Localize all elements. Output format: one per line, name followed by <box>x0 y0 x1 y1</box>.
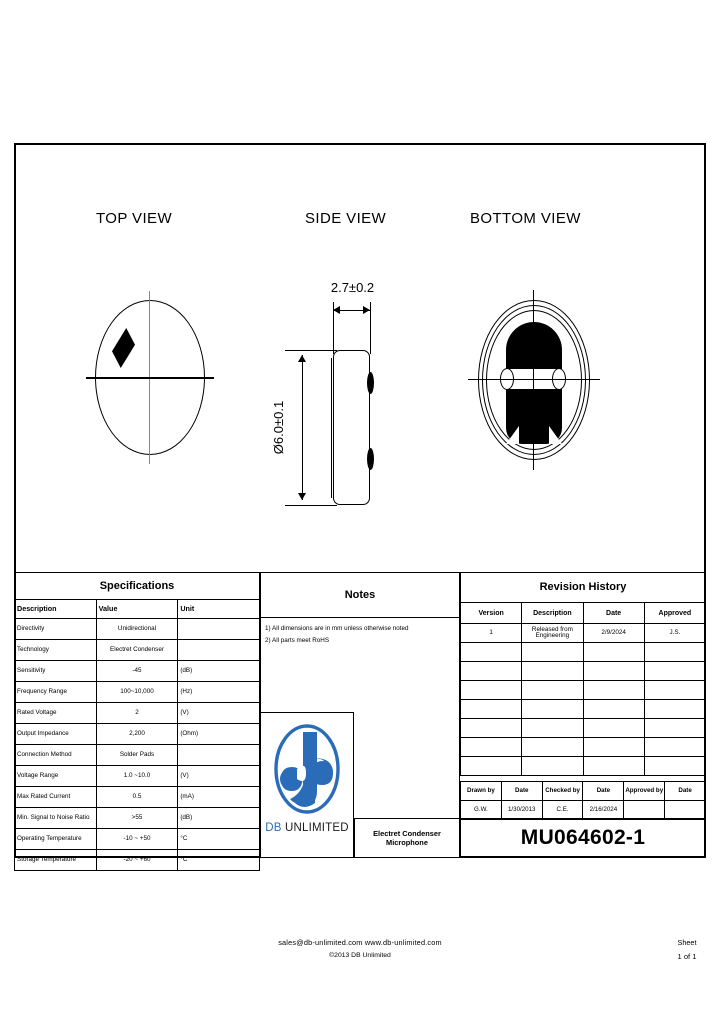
top-view-title: TOP VIEW <box>96 210 172 227</box>
rev-date: 2/9/2024 <box>583 624 644 643</box>
height-arrow-top-icon <box>298 355 306 362</box>
spec-unit: (V) <box>178 766 260 787</box>
height-extension-line-bottom <box>285 505 337 506</box>
company-logo-cell <box>260 712 354 858</box>
solder-pad-notch-left <box>506 426 519 444</box>
diameter-dimension-label: Ø6.0±0.1 <box>271 400 287 455</box>
approval-value: 2/16/2024 <box>583 801 624 820</box>
footer-copyright: ©2013 DB Unlimited <box>329 952 391 959</box>
side-view-pad-bump-top <box>367 372 374 394</box>
table-row <box>15 619 260 640</box>
table-row-empty <box>461 662 706 681</box>
spec-value: -20 ~ +60 <box>96 850 178 871</box>
page-footer <box>0 938 720 959</box>
approval-header: Date <box>665 782 706 801</box>
table-row <box>15 766 260 787</box>
approval-header: Approved by <box>624 782 665 801</box>
spec-description: Min. Signal to Noise Ratio <box>15 808 97 829</box>
spec-unit: (dB) <box>178 808 260 829</box>
spec-description: Operating Temperature <box>15 829 97 850</box>
side-view-pad-bump-bottom <box>367 448 374 470</box>
footer-contact: sales@db-unlimited.com www.db-unlimited.com <box>278 938 442 947</box>
spec-value: 2,200 <box>96 724 178 745</box>
table-row <box>15 787 260 808</box>
spec-value: 1.0 ~10.0 <box>96 766 178 787</box>
table-row <box>15 850 260 871</box>
table-row-empty <box>461 756 706 775</box>
approval-value <box>624 801 665 820</box>
spec-value: -10 ~ +50 <box>96 829 178 850</box>
spec-description: Output Impedance <box>15 724 97 745</box>
solder-pad-notch-right <box>549 426 562 444</box>
spec-unit: (V) <box>178 703 260 724</box>
approval-value: G.W. <box>461 801 502 820</box>
width-arrow-left-icon <box>333 306 340 314</box>
bottom-view-drawing <box>478 300 590 460</box>
bottom-view-horizontal-centerline <box>468 379 600 380</box>
width-extension-line-right <box>370 302 371 354</box>
approval-header: Checked by <box>542 782 583 801</box>
spec-description: Max Rated Current <box>15 787 97 808</box>
spec-description: Storage Temperature <box>15 850 97 871</box>
bottom-view-title: BOTTOM VIEW <box>470 210 581 227</box>
notes-list <box>261 618 459 647</box>
side-view-body-outline <box>333 350 370 505</box>
height-dimension-line <box>302 355 303 500</box>
height-arrow-bottom-icon <box>298 493 306 500</box>
approval-table <box>460 781 706 815</box>
table-row-empty <box>461 719 706 738</box>
bottom-view-vertical-centerline <box>533 290 534 470</box>
spec-description: Voltage Range <box>15 766 97 787</box>
specifications-title: Specifications <box>15 573 260 600</box>
top-view-drawing <box>95 300 205 455</box>
revision-history-table <box>460 572 706 776</box>
spec-description: Sensitivity <box>15 661 97 682</box>
spec-description: Rated Voltage <box>15 703 97 724</box>
rev-header-approved: Approved <box>644 603 705 624</box>
spec-value: >55 <box>96 808 178 829</box>
approval-header: Date <box>583 782 624 801</box>
rev-header-description: Description <box>522 603 583 624</box>
approval-header: Date <box>501 782 542 801</box>
logo-wordmark-db: DB <box>265 822 282 834</box>
notes-title: Notes <box>261 573 459 618</box>
spec-unit: (Ohm) <box>178 724 260 745</box>
table-row <box>15 640 260 661</box>
part-number-cell: MU064602-1 <box>460 818 706 858</box>
spec-value: 0.5 <box>96 787 178 808</box>
rev-description: Released from Engineering <box>522 624 583 643</box>
spec-unit <box>178 745 260 766</box>
width-arrow-right-icon <box>363 306 370 314</box>
sheet-label: Sheet <box>677 938 697 947</box>
spec-value: 2 <box>96 703 178 724</box>
side-view-drawing <box>271 260 415 525</box>
spec-header-value: Value <box>96 600 178 619</box>
spec-unit: °C <box>178 850 260 871</box>
spec-description: Connection Method <box>15 745 97 766</box>
spec-header-unit: Unit <box>178 600 260 619</box>
spec-description: Technology <box>15 640 97 661</box>
table-row <box>461 624 706 643</box>
sheet-value: 1 of 1 <box>677 952 697 961</box>
revision-history-title: Revision History <box>461 573 706 603</box>
approval-value <box>665 801 706 820</box>
spec-unit: °C <box>178 829 260 850</box>
table-row <box>15 808 260 829</box>
approval-value: 1/30/2013 <box>501 801 542 820</box>
spec-unit <box>178 640 260 661</box>
top-view-horizontal-centerline <box>86 377 214 379</box>
spec-value: -45 <box>96 661 178 682</box>
spec-value: Unidirectional <box>96 619 178 640</box>
rev-approved: J.S. <box>644 624 705 643</box>
spec-unit: (Hz) <box>178 682 260 703</box>
table-row-empty <box>461 681 706 700</box>
spec-unit: (dB) <box>178 661 260 682</box>
db-unlimited-logo-icon <box>273 723 341 820</box>
specifications-table <box>14 572 260 863</box>
table-row <box>15 703 260 724</box>
table-row-empty <box>461 738 706 757</box>
spec-value: Solder Pads <box>96 745 178 766</box>
table-row <box>15 682 260 703</box>
spec-unit <box>178 619 260 640</box>
table-row-empty <box>461 643 706 662</box>
spec-header-description: Description <box>15 600 97 619</box>
spec-unit: (mA) <box>178 787 260 808</box>
approval-header: Drawn by <box>461 782 502 801</box>
height-extension-line-top <box>285 350 337 351</box>
table-row <box>15 829 260 850</box>
table-row-empty <box>461 700 706 719</box>
spec-description: Directivity <box>15 619 97 640</box>
side-view-title: SIDE VIEW <box>305 210 387 227</box>
table-row <box>15 724 260 745</box>
logo-wordmark-unlimited: UNLIMITED <box>281 822 349 834</box>
spec-value: 100~10,000 <box>96 682 178 703</box>
spec-value: Electret Condenser <box>96 640 178 661</box>
spec-description: Frequency Range <box>15 682 97 703</box>
note-item: 1) All dimensions are in mm unless otherwise noted <box>265 625 409 632</box>
width-dimension-label: 2.7±0.2 <box>330 280 375 295</box>
sheet-info <box>660 938 714 961</box>
rev-header-version: Version <box>461 603 522 624</box>
logo-wordmark <box>265 822 349 834</box>
product-description-cell: Electret Condenser Microphone <box>354 818 460 858</box>
table-row <box>15 661 260 682</box>
approval-value: C.E. <box>542 801 583 820</box>
note-item: 2) All parts meet RoHS <box>265 636 330 644</box>
table-row <box>15 745 260 766</box>
rev-header-date: Date <box>583 603 644 624</box>
rev-version: 1 <box>461 624 522 643</box>
